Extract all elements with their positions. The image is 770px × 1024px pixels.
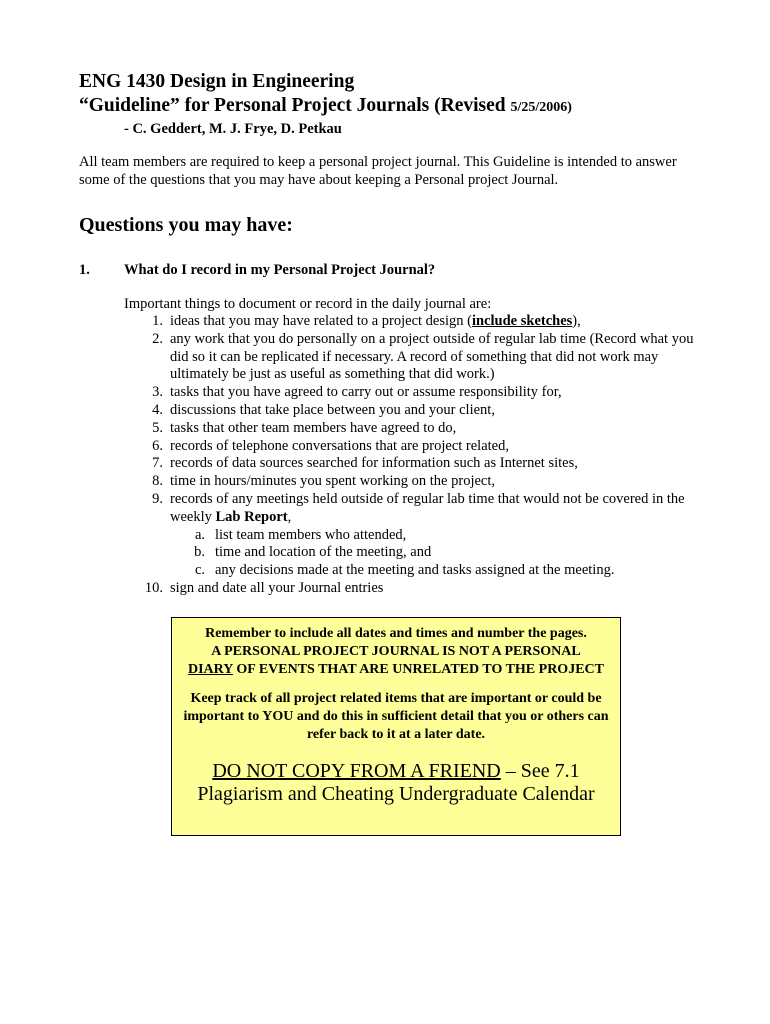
sub-item-letter: b.	[194, 544, 205, 561]
list-item-number: 5.	[152, 419, 163, 436]
document-title: ENG 1430 Design in Engineering	[79, 71, 355, 92]
notice-line-rest: OF EVENTS THAT ARE UNRELATED TO THE PROJECT	[232, 661, 604, 677]
authors-line: - C. Geddert, M. J. Frye, D. Petkau	[124, 121, 342, 137]
list-item	[124, 491, 704, 527]
list-item	[124, 313, 704, 331]
list-item-text: records of data sources searched for information such as Internet sites,	[170, 455, 578, 472]
questions-heading: Questions you may have:	[79, 214, 293, 236]
notice-underlined-word: DIARY	[188, 661, 233, 677]
list-item-text: discussions that take place between you and your client,	[170, 401, 495, 418]
sub-list-item	[124, 544, 704, 562]
list-item	[124, 438, 704, 456]
list-item	[124, 580, 704, 598]
list-item-text: tasks that you have agreed to carry out or assume responsibility for,	[170, 384, 562, 401]
list-item-text: records of any meetings held outside of regular lab time that would not be covered in the weekly	[170, 490, 685, 525]
list-item-number: 10.	[144, 579, 163, 596]
list-item-number: 2.	[152, 330, 163, 347]
list-item	[124, 420, 704, 438]
question-1-text: What do I record in my Personal Project Journal?	[124, 262, 436, 278]
record-list	[124, 313, 704, 598]
list-lead: Important things to document or record in the daily journal are:	[124, 296, 492, 312]
list-item-number: 4.	[152, 401, 163, 418]
revised-date: 5/25/2006)	[510, 100, 572, 115]
notice-line	[182, 661, 610, 679]
subtitle-text: “Guideline” for Personal Project Journals (Revised	[79, 95, 506, 116]
list-item	[124, 331, 704, 384]
notice-warning	[182, 760, 610, 806]
list-item-text: tasks that other team members have agreed to do,	[170, 419, 457, 436]
list-item	[124, 384, 704, 402]
list-item	[124, 402, 704, 420]
sub-item-text: list team members who attended,	[215, 526, 407, 543]
notice-paragraph-2: Keep track of all project related items that are important or could be important to YOU and do this in sufficient detail that you or others can refer back to it at a later date.	[183, 691, 609, 742]
list-item-number: 7.	[152, 455, 163, 472]
list-item-text: records of telephone conversations that are project related,	[170, 437, 509, 454]
sub-list-item	[124, 527, 704, 545]
list-item	[124, 473, 704, 491]
sub-item-text: any decisions made at the meeting and tasks assigned at the meeting.	[215, 562, 615, 579]
list-item-number: 6.	[152, 437, 163, 454]
document-subtitle	[79, 95, 572, 117]
sub-list-item	[124, 562, 704, 580]
sub-item-letter: a.	[194, 526, 205, 543]
notice-line: Remember to include all dates and times and number the pages.	[205, 626, 587, 641]
notice-warning-rest: – See 7.1 Plagiarism and Cheating Undergraduate Calendar	[197, 759, 595, 805]
list-item-text: any work that you do personally on a project outside of regular lab time (Record what you did so it can be replicated if necessary. A record of something that did not work may ultimately be just as useful as something that did work.)	[170, 330, 694, 383]
list-item	[124, 455, 704, 473]
sub-item-letter: c.	[194, 562, 205, 579]
notice-box	[171, 617, 621, 836]
list-item-text: time in hours/minutes you spent working on the project,	[170, 473, 495, 490]
list-item-text: sign and date all your Journal entries	[170, 579, 384, 596]
list-item-number: 8.	[152, 473, 163, 490]
sub-item-text: time and location of the meeting, and	[215, 544, 432, 561]
intro-paragraph: All team members are required to keep a personal project journal. This Guideline is intended to answer some of the questions that you may have about keeping a Personal project Journal.	[79, 154, 677, 188]
notice-warning-underlined: DO NOT COPY FROM A FRIEND	[212, 759, 501, 782]
list-item-number: 9.	[152, 490, 163, 507]
notice-line: A PERSONAL PROJECT JOURNAL IS NOT A PERSONAL	[211, 643, 581, 659]
list-item-text-end: ,	[287, 508, 292, 525]
notice-paragraph-1	[182, 625, 610, 678]
list-item-emphasis: include sketches	[471, 313, 573, 329]
list-item-number: 1.	[152, 313, 163, 329]
list-item-emphasis: Lab Report	[215, 508, 288, 525]
list-item-text-end: ),	[572, 313, 581, 329]
list-item-text: ideas that you may have related to a project design (	[170, 313, 472, 329]
list-item-number: 3.	[152, 384, 163, 401]
question-1-number: 1.	[79, 262, 90, 278]
